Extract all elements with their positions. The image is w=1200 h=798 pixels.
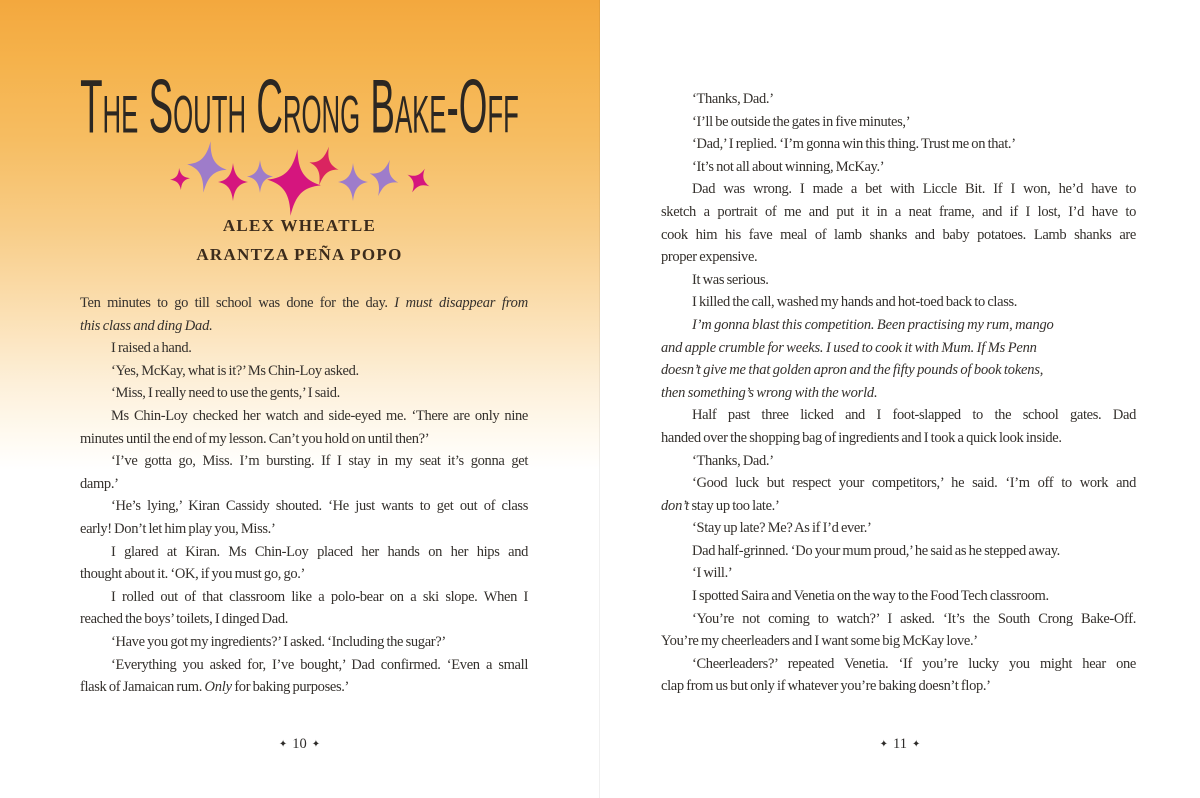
italic-text: I’m gonna blast this competition. Been practising my rum, mango (692, 316, 1054, 333)
body-text-left (80, 292, 528, 699)
text-segment: ‘Yes, McKay, what is it?’ Ms Chin-Loy asked. (111, 362, 359, 379)
text-line (661, 653, 1136, 676)
text-segment: early! Don’t let him play you, Miss.’ (80, 520, 276, 537)
folio-star-icon: ✦ (911, 738, 921, 750)
text-segment: handed over the shopping bag of ingredients and I took a quick look inside. (661, 429, 1062, 446)
text-line (661, 382, 1136, 405)
text-segment: ‘Everything you asked for, I’ve bought,’ Dad confirmed. ‘Even a small (111, 656, 528, 673)
folio-number: 11 (893, 736, 907, 752)
text-segment: ‘Thanks, Dad.’ (692, 452, 774, 469)
text-line (80, 518, 528, 541)
text-segment: ‘I’ve gotta go, Miss. I’m bursting. If I stay in my seat it’s gonna get (111, 453, 528, 470)
text-segment: Ten minutes to go till school was done for the day. (80, 295, 395, 311)
text-segment: I spotted Saira and Venetia on the way to the Food Tech classroom. (692, 588, 1049, 605)
text-line (661, 427, 1136, 450)
sparkle-star-icon (401, 163, 436, 199)
text-segment: I killed the call, washed my hands and hot-toed back to class. (692, 294, 1018, 311)
text-line (80, 405, 528, 428)
text-segment: ‘Miss, I really need to use the gents,’ I said. (111, 385, 340, 402)
text-segment: proper expensive. (661, 249, 758, 266)
text-line (661, 133, 1136, 156)
text-segment: ‘Stay up late? Me? As if I’d ever.’ (692, 520, 872, 537)
sparkle-star-icon (338, 163, 368, 201)
text-segment: You’re my cheerleaders and I want some big McKay love.’ (661, 633, 978, 650)
text-line (661, 291, 1136, 314)
text-segment: ‘I’ll be outside the gates in five minutes,’ (692, 113, 911, 130)
author-name: ARANTZA PEÑA POPO (196, 245, 403, 264)
text-segment: minutes until the end of my lesson. Can’t you hold on until then?’ (80, 430, 430, 447)
text-line (661, 562, 1136, 585)
text-line (661, 404, 1136, 427)
text-line (80, 608, 528, 631)
sparkle-star-icon (218, 163, 248, 201)
text-line (80, 450, 528, 473)
text-segment: I raised a hand. (111, 340, 192, 357)
text-line (80, 495, 528, 518)
text-segment: ‘It’s not all about winning, McKay.’ (692, 158, 885, 175)
text-line (80, 315, 528, 338)
text-line (661, 314, 1136, 337)
text-segment: Ms Chin-Loy checked her watch and side-eyed me. ‘There are only nine (111, 407, 528, 424)
text-line (661, 517, 1136, 540)
italic-text: I must disappear from (394, 295, 528, 311)
folio-star-icon: ✦ (311, 738, 321, 750)
folio-number: 10 (292, 736, 307, 752)
author-name: ALEX WHEATLE (222, 216, 377, 235)
text-line (661, 630, 1136, 653)
text-line (661, 450, 1136, 473)
author-block (0, 211, 599, 269)
text-segment: ‘Thanks, Dad.’ (692, 91, 774, 107)
italic-text: then something’s wrong with the world. (661, 384, 878, 401)
text-line (661, 608, 1136, 631)
text-segment: flask of Jamaican rum. (80, 679, 205, 696)
text-line (661, 540, 1136, 563)
text-segment: damp.’ (80, 475, 119, 492)
text-line (80, 654, 528, 677)
text-line (661, 88, 1136, 111)
text-line (80, 473, 528, 496)
text-line (661, 675, 1136, 698)
text-line (661, 359, 1136, 382)
text-segment: ‘Dad,’ I replied. ‘I’m gonna win this thing. Trust me on that.’ (692, 136, 1016, 153)
italic-text: Only (204, 679, 232, 696)
text-line (661, 269, 1136, 292)
text-segment: reached the boys’ toilets, I dinged Dad. (80, 611, 289, 628)
page-right (600, 0, 1200, 798)
text-segment: ‘Good luck but respect your competitors,’ he said. ‘I’m off to work and (692, 475, 1136, 492)
text-line (80, 541, 528, 564)
text-line (80, 360, 528, 383)
text-segment: I rolled out of that classroom like a polo-bear on a ski slope. When I (111, 588, 528, 605)
text-segment: ‘I will.’ (692, 565, 733, 582)
text-segment: Dad half-grinned. ‘Do your mum proud,’ he said as he stepped away. (692, 542, 1060, 559)
folio-star-icon: ✦ (278, 738, 288, 750)
text-line (80, 292, 528, 315)
text-line (80, 631, 528, 654)
text-line (661, 495, 1136, 518)
text-segment: thought about it. ‘OK, if you must go, go.’ (80, 566, 306, 583)
text-segment: stay up too late.’ (689, 497, 780, 514)
body-text-right (661, 88, 1136, 698)
text-line (661, 178, 1136, 201)
folio-right (600, 736, 1200, 753)
folio-left (0, 736, 599, 753)
text-line (80, 428, 528, 451)
text-line (661, 337, 1136, 360)
text-line (80, 676, 528, 699)
text-segment: I glared at Kiran. Ms Chin-Loy placed her hands on her hips and (111, 543, 528, 560)
italic-text: and apple crumble for weeks. I used to cook it with Mum. If Ms Penn (661, 339, 1037, 356)
text-segment: ‘Have you got my ingredients?’ I asked. ‘Including the sugar?’ (111, 633, 446, 650)
text-line (661, 201, 1136, 224)
folio-star-icon: ✦ (879, 738, 889, 750)
text-segment: Dad was wrong. I made a bet with Liccle Bit. If I won, he’d have to (692, 181, 1136, 198)
text-line (661, 246, 1136, 269)
text-line (80, 382, 528, 405)
text-line (661, 585, 1136, 608)
text-segment: ‘Cheerleaders?’ repeated Venetia. ‘If you’re lucky you might hear one (692, 655, 1136, 672)
text-segment: ‘He’s lying,’ Kiran Cassidy shouted. ‘He just wants to get out of class (111, 498, 528, 515)
text-segment: It was serious. (692, 271, 769, 288)
text-line (80, 563, 528, 586)
text-line (661, 111, 1136, 134)
text-line (80, 586, 528, 609)
stars-decoration (0, 0, 599, 220)
text-segment: clap from us but only if whatever you’re baking doesn’t flop.’ (661, 678, 991, 695)
italic-text: don’t (661, 497, 690, 514)
italic-text: this class and ding Dad. (80, 317, 213, 334)
text-line (661, 156, 1136, 179)
italic-text: doesn’t give me that golden apron and the fifty pounds of book tokens, (661, 362, 1044, 379)
text-line (661, 472, 1136, 495)
text-segment: Half past three licked and I foot-slapped to the school gates. Dad (692, 407, 1136, 424)
text-segment: ‘You’re not coming to watch?’ I asked. ‘It’s the South Crong Bake-Off. (692, 610, 1136, 627)
text-segment: for baking purposes.’ (231, 679, 349, 696)
text-line (80, 337, 528, 360)
text-segment: cook him his fave meal of lamb shanks and baby potatoes. Lamb shanks are (661, 226, 1136, 243)
sparkle-star-icon (364, 155, 404, 200)
text-segment: sketch a portrait of me and put it in a neat frame, and if I lost, I’d have to (661, 203, 1136, 220)
chapter-title-text: The South Crong Bake-Off (80, 66, 519, 150)
text-line (661, 224, 1136, 247)
